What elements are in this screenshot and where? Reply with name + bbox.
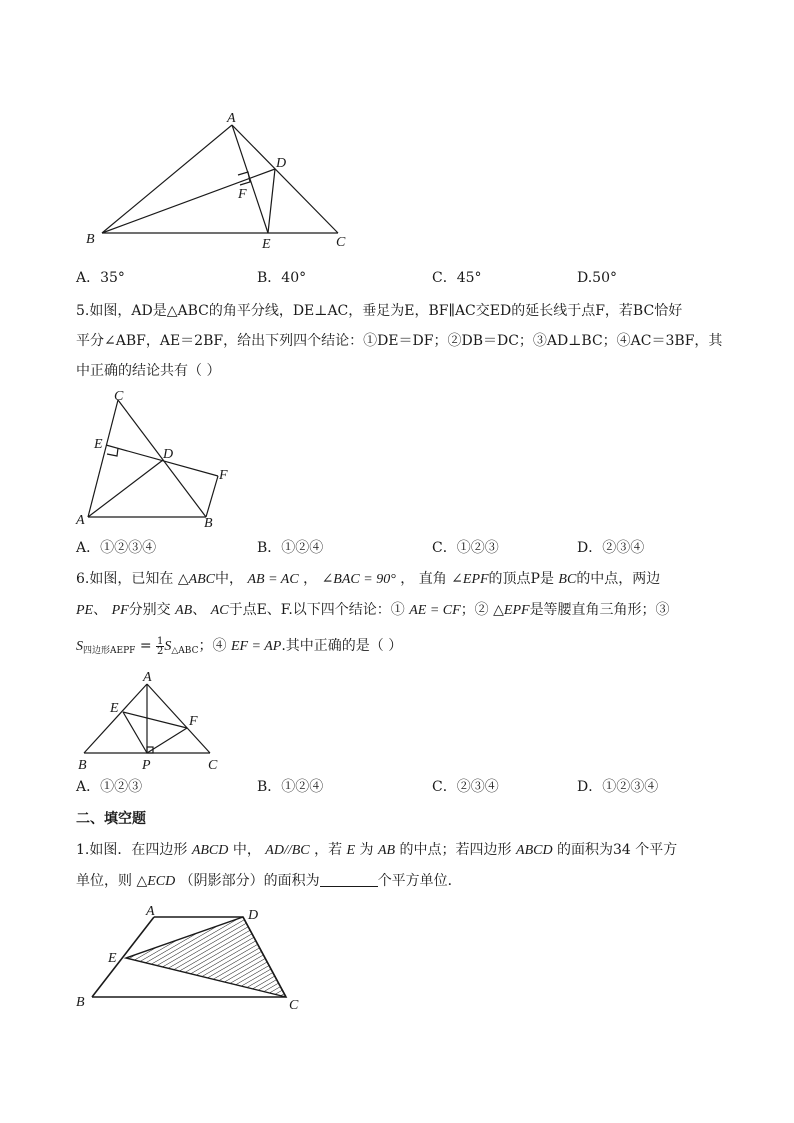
answer-blank[interactable] xyxy=(320,872,378,887)
q5-line-1: 5.如图，AD是△ABC的角平分线，DE⊥AC，垂足为E，BF∥AC交ED的延长线于点F，若BC恰好 xyxy=(76,303,683,319)
q5-line-3: 中正确的结论共有（ ） xyxy=(76,363,221,379)
q6-fraction: $\frac{1}{2}$ xyxy=(157,635,164,657)
q6-label-c: C xyxy=(208,758,218,773)
q5-label-b: B xyxy=(204,516,213,531)
q4-label-c: C xyxy=(336,235,346,250)
q6-line-1: 6.如图，已知在 △ABC中， AB = AC ， ∠BAC = 90° ， 直角 ∠EPF的顶点P是 BC的中点，两边 xyxy=(76,571,661,587)
q4-figure xyxy=(80,105,370,255)
fill1-line-2: 单位，则 △ECD （阴影部分）的面积为 个平方单位． xyxy=(76,873,462,889)
q4-label-a: A xyxy=(227,111,236,126)
q5-option-a: A．①②③④ xyxy=(76,540,157,556)
q6-option-d: D．①②③④ xyxy=(577,779,659,795)
q5-label-c: C xyxy=(114,389,124,404)
q6-label-f: F xyxy=(189,714,198,729)
q5-label-a: A xyxy=(76,513,85,528)
q5-line-2: 平分∠ABF，AE＝2BF，给出下列四个结论：①DE＝DF；②DB＝DC；③AD⊥BC；④AC＝3BF，其 xyxy=(76,333,723,349)
fill1-label-a: A xyxy=(146,904,155,919)
q6-label-a: A xyxy=(143,670,152,685)
q6-label-e: E xyxy=(110,701,119,716)
q6-label-p: P xyxy=(142,758,151,773)
q4-label-b: B xyxy=(86,232,95,247)
q5-figure xyxy=(70,388,240,533)
q5-option-b: B．①②④ xyxy=(257,540,324,556)
q6-label-b: B xyxy=(78,758,87,773)
q5-label-f: F xyxy=(219,468,228,483)
fill1-label-d: D xyxy=(248,908,259,923)
fill1-figure xyxy=(70,900,310,1015)
q4-option-a: A．35° xyxy=(76,270,125,286)
q6-option-a: A．①②③ xyxy=(76,779,143,795)
q4-label-d: D xyxy=(276,156,287,171)
fill1-line-1: 1.如图．在四边形 ABCD 中， AD//BC ，若 E 为 AB 的中点；若四边形 ABCD 的面积为34 个平方 xyxy=(76,842,678,858)
q5-label-e: E xyxy=(94,437,103,452)
q6-line-2: PE、 PF分别交 AB、 AC于点E、F.以下四个结论：① AE = CF；② △EPF是等腰直角三角形；③ xyxy=(76,602,670,618)
q4-option-b: B．40° xyxy=(257,270,307,286)
q5-label-d: D xyxy=(163,447,174,462)
q5-option-d: D．②③④ xyxy=(577,540,645,556)
fill1-label-c: C xyxy=(289,998,299,1013)
q5-option-c: C．①②③ xyxy=(432,540,499,556)
q6-line-3: $S_{四边形AEPF}$ = $\frac{1}{2}$ $S_{\triangle ABC}$；④ EF = AP.其中正确的是（ ） xyxy=(76,635,403,657)
q4-option-d: D.50° xyxy=(577,270,617,286)
q4-label-f: F xyxy=(238,187,247,202)
q6-option-b: B．①②④ xyxy=(257,779,324,795)
q4-option-c: C．45° xyxy=(432,270,482,286)
fill1-label-e: E xyxy=(108,951,117,966)
q6-figure xyxy=(70,668,230,778)
fill1-label-b: B xyxy=(76,995,85,1010)
q6-option-c: C．②③④ xyxy=(432,779,499,795)
section-title: 二、填空题 xyxy=(76,811,146,827)
q4-label-e: E xyxy=(262,237,271,252)
